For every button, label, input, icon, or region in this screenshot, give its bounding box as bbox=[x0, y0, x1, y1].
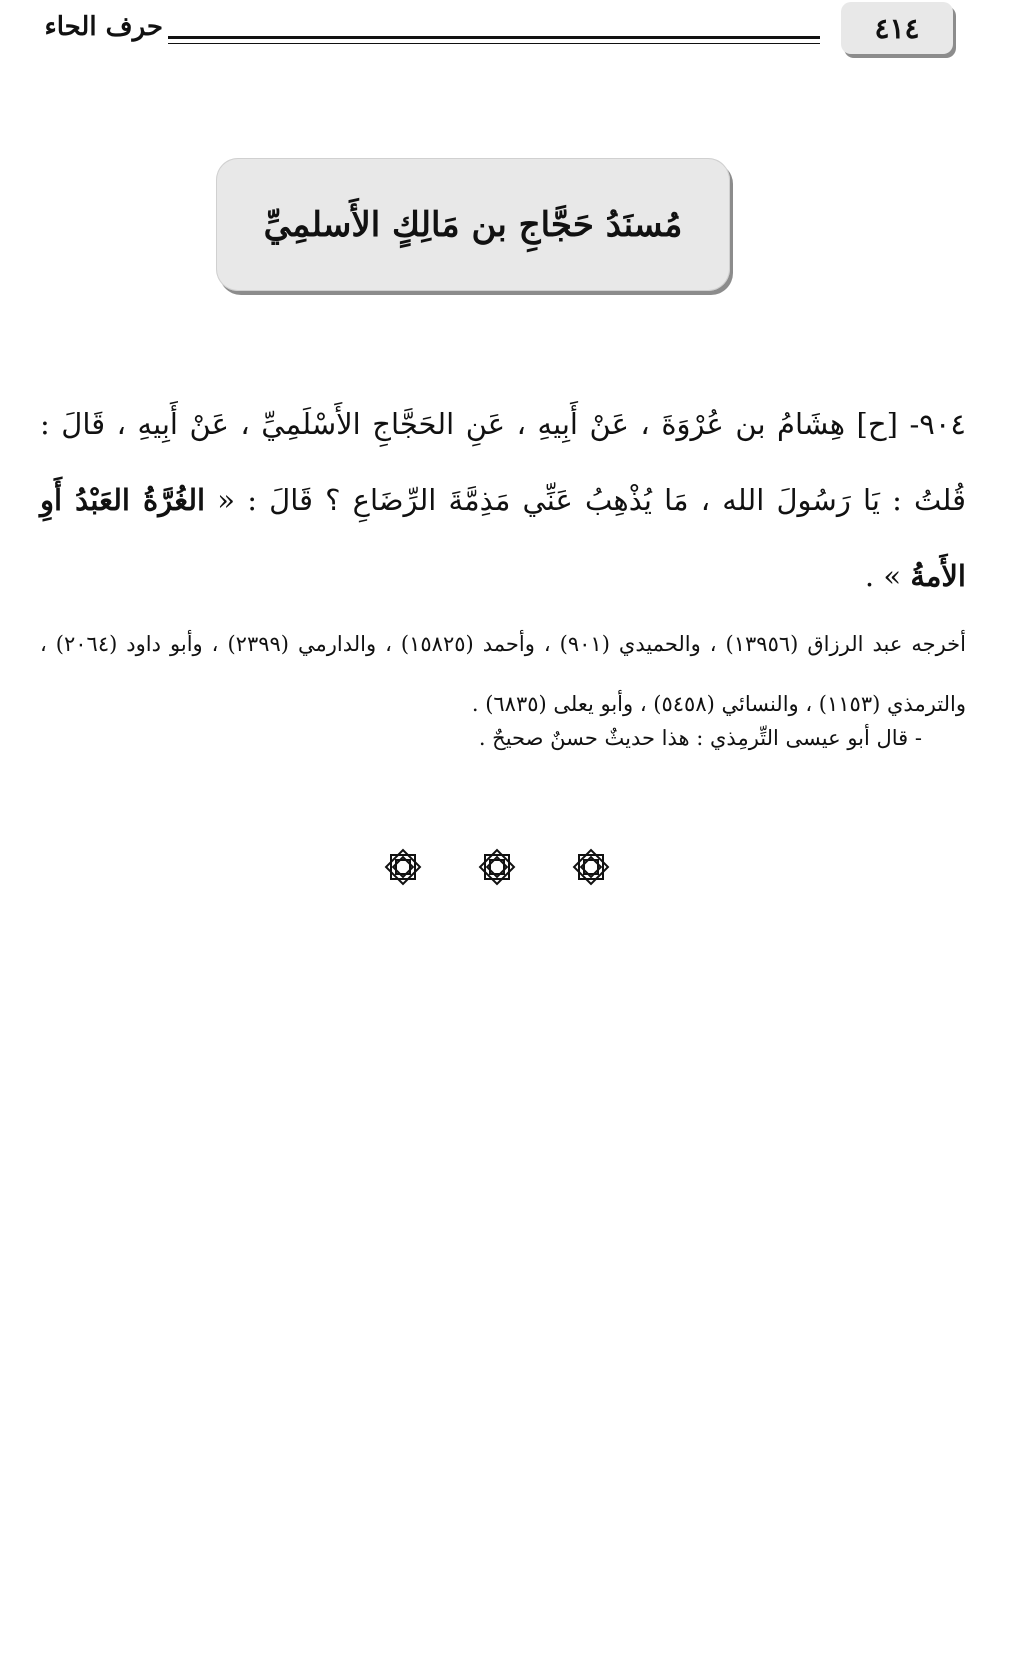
hadith-quote-bold: الغُرَّةُ العَبْدُ أَوِ الأَمةُ bbox=[40, 483, 966, 593]
hadith-paragraph bbox=[40, 386, 966, 614]
tirmidhi-note-text: - قال أبو عيسى التِّرمِذي : هذا حديثٌ حسنٌ صحيحٌ . bbox=[478, 726, 922, 750]
eight-point-star-icon bbox=[570, 846, 612, 888]
chapter-title-box bbox=[216, 158, 730, 291]
chapter-title: مُسنَدُ حَجَّاجِ بن مَالِكٍ الأَسلمِيِّ bbox=[263, 204, 683, 245]
page-number-box bbox=[841, 2, 953, 54]
header-rule-thin bbox=[168, 43, 820, 44]
hadith-text-end: » . bbox=[864, 559, 902, 593]
eight-point-star-icon bbox=[382, 846, 424, 888]
hadith-text: [ح] هِشَامُ بن عُرْوَةَ ، عَنْ أَبِيهِ ، عَنِ الحَجَّاجِ الأَسْلَمِيِّ ، عَنْ أَبِيهِ ، قَالَ : قُلتُ : يَا رَسُولَ الله ، مَا يُذْهِبُ عَنِّي مَذِمَّةَ الرِّضَاعِ ؟ قَالَ : « bbox=[40, 407, 966, 517]
header-rule bbox=[168, 36, 820, 39]
running-header-title: حرف الحاء bbox=[44, 12, 163, 42]
tirmidhi-note bbox=[40, 726, 966, 750]
takhrij-paragraph: أخرجه عبد الرزاق (١٣٩٥٦) ، والحميدي (٩٠١) ، وأحمد (١٥٨٢٥) ، والدارمي (٢٣٩٩) ، وأبو داود (٢٠٦٤) ، والترمذي (١١٥٣) ، والنسائي (٥٤٥٨) ، وأبو يعلى (٦٨٣٥) . bbox=[40, 632, 966, 716]
eight-point-star-icon bbox=[476, 846, 518, 888]
hadith-number: ٩٠٤- bbox=[909, 407, 966, 441]
section-end-ornaments bbox=[382, 845, 612, 889]
page-number: ٤١٤ bbox=[874, 11, 920, 45]
